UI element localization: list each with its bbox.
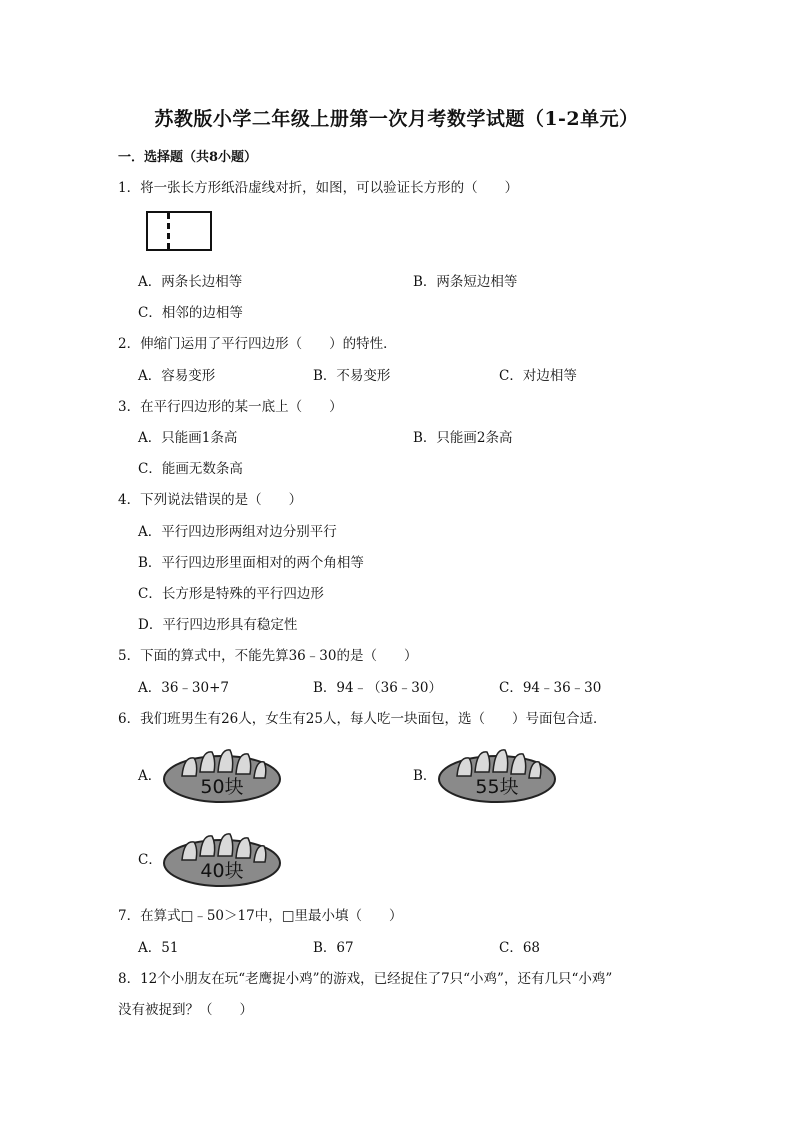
question-8-stem-line-1: 8．12个小朋友在玩“老鹰捉小鸡”的游戏，已经捉住了7只“小鸡”，还有几只“小鸡” (118, 971, 613, 987)
question-2-option-c[interactable]: C．对边相等 (499, 368, 577, 384)
question-2-stem: 2．伸缩门运用了平行四边形（ ）的特性． (118, 336, 397, 352)
question-4-option-a[interactable]: A．平行四边形两组对边分别平行 (138, 524, 337, 540)
question-5-option-c[interactable]: C．94﹣36﹣30 (499, 680, 602, 696)
question-1-option-c[interactable]: C．相邻的边相等 (138, 305, 243, 321)
question-4-option-c[interactable]: C．长方形是特殊的平行四边形 (138, 586, 324, 602)
question-7-stem: 7．在算式□﹣50＞17中，□里最小填（ ） (118, 908, 403, 924)
question-4-option-d[interactable]: D．平行四边形具有稳定性 (138, 617, 298, 633)
question-6-option-b-label[interactable]: B． (413, 768, 437, 784)
question-3-option-c[interactable]: C．能画无数条高 (138, 461, 243, 477)
question-5-stem: 5．下面的算式中，不能先算36﹣30的是（ ） (118, 648, 418, 664)
bread-c-image[interactable] (160, 826, 284, 888)
section-heading: 一．选择题（共8小题） (118, 150, 258, 165)
question-4-option-b[interactable]: B．平行四边形里面相对的两个角相等 (138, 555, 364, 571)
fold-dashed-line (167, 213, 170, 249)
question-8-stem-line-2: 没有被捉到？（ ） (118, 1002, 253, 1018)
question-3-stem: 3．在平行四边形的某一底上（ ） (118, 399, 343, 415)
question-1-stem: 1．将一张长方形纸沿虚线对折，如图，可以验证长方形的（ ） (118, 180, 519, 196)
bread-b-image[interactable] (435, 742, 559, 804)
question-2-option-b[interactable]: B．不易变形 (313, 368, 391, 384)
question-1-option-a[interactable]: A．两条长边相等 (138, 274, 243, 290)
rectangle-fold-figure (146, 211, 212, 251)
question-3-option-a[interactable]: A．只能画1条高 (138, 430, 238, 446)
page-title: 苏教版小学二年级上册第一次月考数学试题（1-2单元） (154, 108, 639, 130)
bread-b-label: 55块 (475, 776, 519, 798)
bread-a-label: 50块 (200, 776, 244, 798)
question-5-option-b[interactable]: B．94﹣（36﹣30） (313, 680, 442, 696)
question-7-option-b[interactable]: B．67 (313, 940, 354, 956)
bread-c-label: 40块 (200, 860, 244, 882)
question-6-option-c-label[interactable]: C． (138, 852, 162, 868)
question-7-option-a[interactable]: A．51 (138, 940, 179, 956)
question-3-option-b[interactable]: B．只能画2条高 (413, 430, 513, 446)
bread-a-image[interactable] (160, 742, 284, 804)
question-1-option-b[interactable]: B．两条短边相等 (413, 274, 518, 290)
question-4-stem: 4．下列说法错误的是（ ） (118, 492, 303, 508)
question-7-option-c[interactable]: C．68 (499, 940, 541, 956)
question-5-option-a[interactable]: A．36﹣30+7 (138, 680, 230, 696)
question-6-option-a-label[interactable]: A． (138, 768, 162, 784)
question-6-stem: 6．我们班男生有26人，女生有25人，每人吃一块面包，选（ ）号面包合适． (118, 711, 607, 727)
question-2-option-a[interactable]: A．容易变形 (138, 368, 216, 384)
